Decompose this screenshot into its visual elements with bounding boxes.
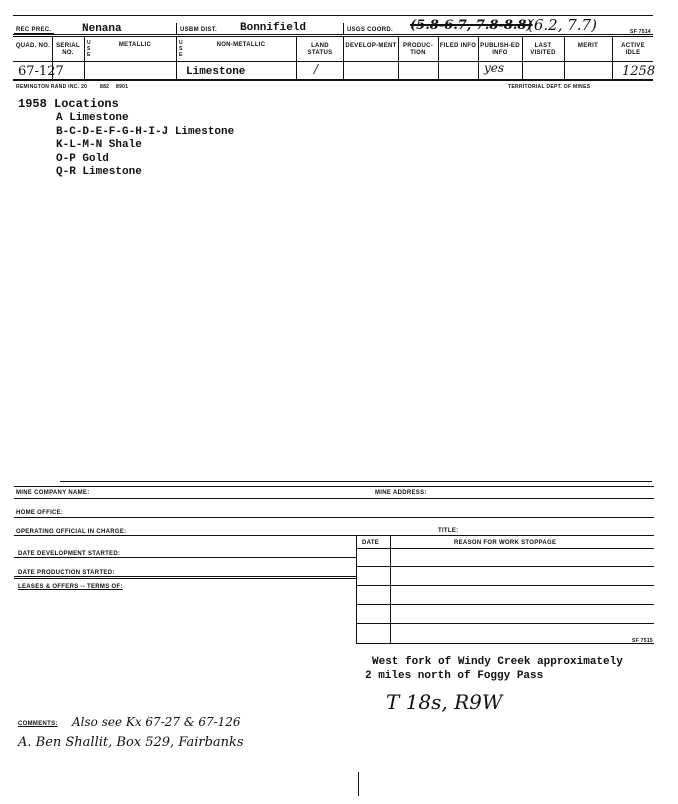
col-merit: MERIT [577, 43, 599, 49]
usbm-dist-value: Bonnifield [240, 22, 307, 34]
usgs-coord-value: (6.2, 7.7) [528, 16, 597, 34]
col-serial-no: SERIAL NO. [56, 43, 80, 56]
col-quad-no: QUAD. NO. [15, 43, 51, 49]
mine-address-label: MINE ADDRESS: [375, 490, 427, 496]
mine-company-name-label: MINE COMPANY NAME: [16, 490, 90, 496]
comments-text: Also see Kx 67-27 & 67-126 [72, 715, 241, 729]
col-filed-info: FILED INFO [439, 43, 477, 49]
col-use-flag: U S E [87, 40, 91, 58]
title-label: TITLE: [438, 528, 459, 534]
col-metallic: METALLIC [118, 42, 152, 48]
location-item: K-L-M-N Shale [56, 139, 142, 151]
col-use-flag-2: U S E [179, 40, 183, 58]
home-office-label: HOME OFFICE: [16, 510, 64, 516]
date-production-label: DATE PRODUCTION STARTED: [18, 570, 115, 576]
usbm-dist-label: USBM DIST. [180, 27, 218, 33]
usgs-coord-label: USGS COORD. [347, 27, 393, 33]
col-land-status: LAND STATUS [307, 43, 333, 56]
col-non-metallic: NON-METALLIC [216, 42, 266, 48]
form-number: SF 7514 [630, 29, 652, 35]
location-item: B-C-D-E-F-G-H-I-J Limestone [56, 125, 235, 138]
col-development: DEVELOP-MENT [345, 43, 397, 49]
usgs-coord-struck: (5.8-6.7, 7.8-8.8) [410, 18, 533, 33]
col-active-idle: ACTIVE IDLE [621, 43, 645, 56]
locations-list [56, 112, 234, 180]
territorial-dept-imprint: TERRITORIAL DEPT. OF MINES [508, 84, 591, 90]
col-published-info: PUBLISH-ED INFO [480, 43, 520, 56]
col-production: PRODUC-TION [402, 43, 434, 56]
rec-prec-value: Nenana [82, 23, 122, 35]
non-metallic-value: Limestone [186, 66, 246, 78]
date-development-label: DATE DEVELOPMENT STARTED: [18, 551, 121, 557]
location-description-line2: 2 miles north of Foggy Pass [365, 670, 544, 682]
date-column-header: DATE [362, 540, 380, 546]
quad-serial-value: 67-127 [18, 64, 64, 79]
location-item: Q-R Limestone [56, 166, 142, 178]
operating-official-label: OPERATING OFFICIAL IN CHARGE: [16, 529, 127, 535]
published-info-value: yes [484, 61, 505, 75]
location-item: A Limestone [56, 112, 129, 124]
printer-imprint: REMINGTON RAND INC. 20 [16, 84, 88, 90]
active-idle-value: 1258 [622, 64, 656, 79]
col-last-visited: LAST VISITED [530, 43, 556, 56]
location-description-line1: West fork of Windy Creek approximately [372, 656, 623, 668]
printer-codes: 882 8901 [100, 84, 129, 90]
comments-label: COMMENTS: [18, 721, 58, 727]
comments-line-2: A. Ben Shallit, Box 529, Fairbanks [18, 735, 244, 750]
form-number-2: SF 7515 [632, 638, 654, 644]
leases-label: LEASES & OFFERS -- TERMS OF: [18, 584, 123, 590]
land-status-value: / [314, 62, 319, 76]
township-range: T 18s, R9W [386, 690, 503, 714]
location-item: O-P Gold [56, 152, 109, 165]
locations-heading: 1958 Locations [18, 97, 119, 111]
reason-column-header: REASON FOR WORK STOPPAGE [454, 540, 557, 546]
rec-prec-label: REC PREC. [16, 27, 52, 33]
